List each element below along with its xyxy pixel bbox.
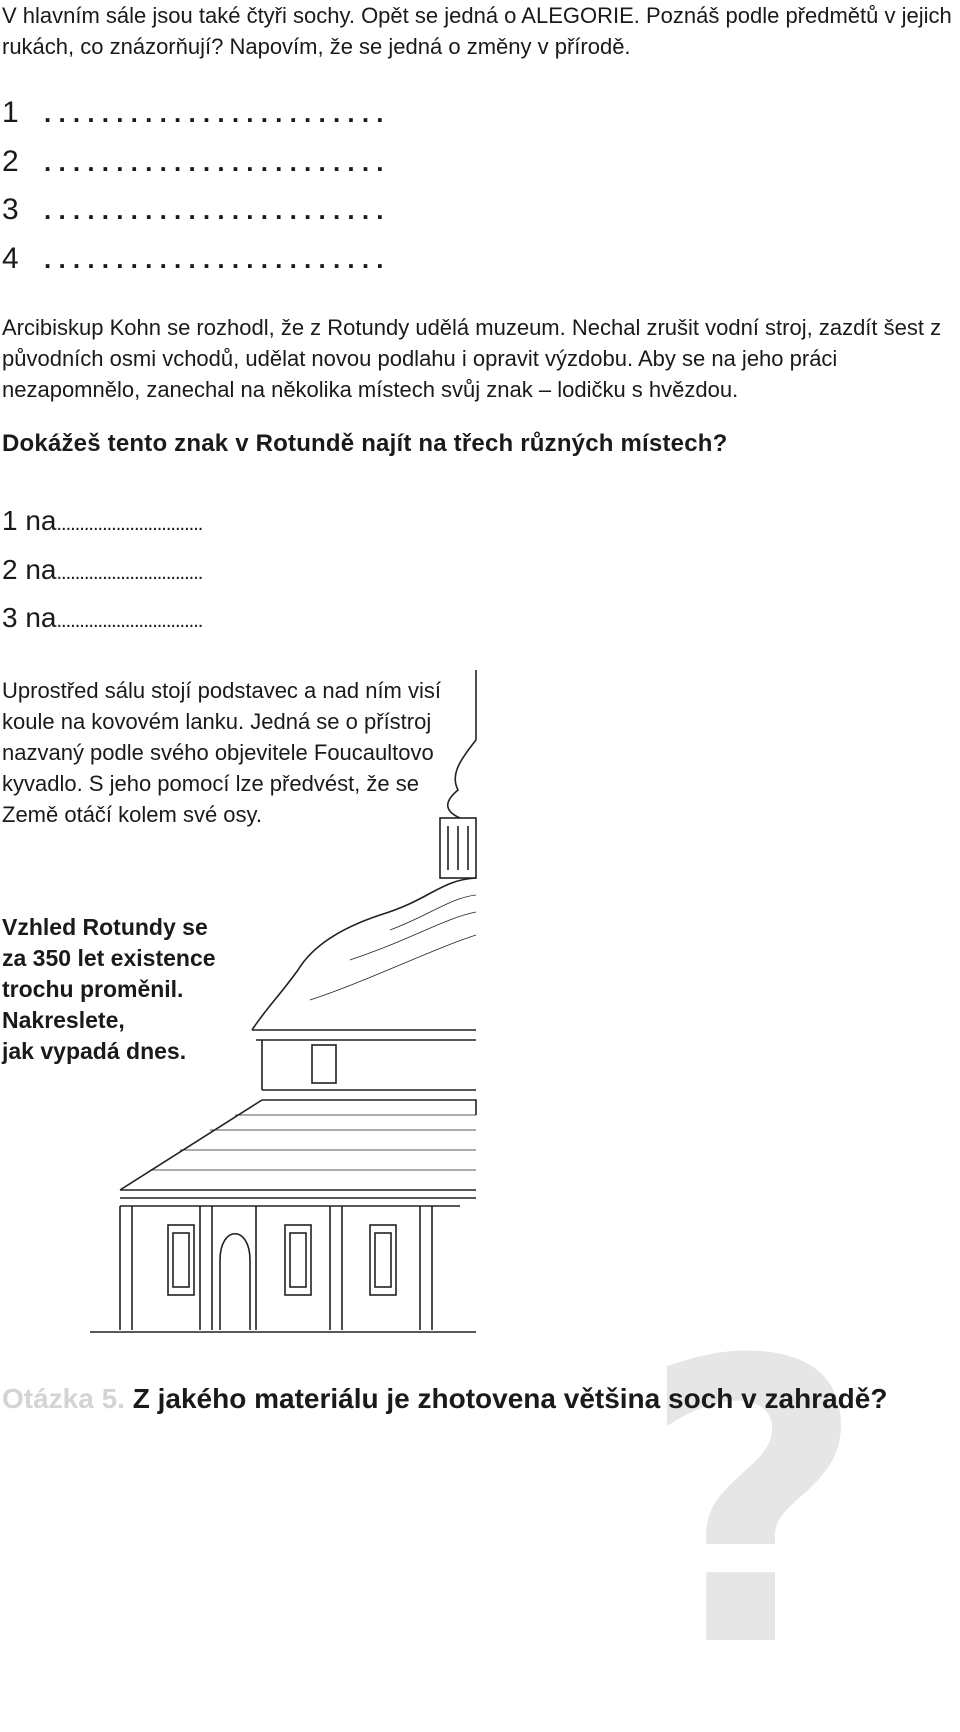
numbered-answer-list (2, 96, 957, 290)
answer-line[interactable] (2, 193, 957, 242)
answer-number: 1 (2, 96, 19, 129)
answer-number: 3 (2, 193, 19, 226)
location-answer-list (2, 505, 202, 651)
final-question (2, 1383, 887, 1415)
location-label: 3 na (2, 602, 57, 633)
location-answer-line[interactable] (2, 602, 202, 651)
question-number-label: Otázka 5. (2, 1383, 125, 1414)
blank-line: ................................ (56, 561, 203, 584)
intro-paragraph: V hlavním sále jsou také čtyři sochy. Opět se jedná o ALEGORIE. Poznáš podle předmětů v jejich rukách, co znázorňují? Napovím, že se jedná o změny v přírodě. (2, 3, 952, 59)
emblem-question: Dokážeš tento znak v Rotundě najít na třech různých místech? (2, 430, 728, 457)
question-text: Z jakého materiálu je zhotovena většina soch v zahradě? (132, 1383, 888, 1414)
drawing-prompt (2, 912, 216, 1067)
drawing-prompt-line: za 350 let existence (2, 945, 216, 971)
question-mark-graphic: ? (640, 1278, 867, 1732)
answer-line[interactable] (2, 96, 957, 145)
drawing-prompt-line: Vzhled Rotundy se (2, 914, 208, 940)
dotted-line: . . . . . . . . . . . . . . . . . . . . . . . . (44, 98, 384, 128)
pendulum-paragraph: Uprostřed sálu stojí podstavec a nad ním visí koule na kovovém lanku. Jedná se o přístroj nazvaný podle svého objevitele Foucaultovo kyvadlo. S jeho pomocí lze předvést, že se Země otáčí kolem své osy. (2, 678, 441, 827)
drawing-prompt-line: Nakreslete, (2, 1007, 125, 1033)
drawing-prompt-line: jak vypadá dnes. (2, 1038, 187, 1064)
location-label: 2 na (2, 553, 57, 585)
answer-line[interactable] (2, 145, 957, 194)
location-answer-line[interactable] (2, 554, 202, 603)
answer-number: 2 (2, 144, 19, 178)
answer-number: 4 (2, 241, 19, 275)
blank-line: ................................ (56, 513, 203, 535)
location-answer-line[interactable] (2, 505, 202, 554)
dotted-line: . . . . . . . . . . . . . . . . . . . . . . . . (44, 195, 384, 225)
blank-line: ................................ (56, 610, 203, 632)
dotted-line: . . . . . . . . . . . . . . . . . . . . . . . . (44, 243, 384, 274)
drawing-prompt-line: trochu proměnil. (2, 976, 184, 1002)
kohn-paragraph: Arcibiskup Kohn se rozhodl, že z Rotundy udělá muzeum. Nechal zrušit vodní stroj, zazdít šest z původních osmi vchodů, udělat novou podlahu i opravit výzdobu. Aby se na jeho práci nezapomnělo, zanechal na několika místech svůj znak – lodičku s hvězdou. (2, 315, 942, 402)
location-label: 1 na (2, 505, 57, 536)
answer-line[interactable] (2, 242, 957, 291)
dotted-line: . . . . . . . . . . . . . . . . . . . . . . . . (44, 146, 384, 177)
